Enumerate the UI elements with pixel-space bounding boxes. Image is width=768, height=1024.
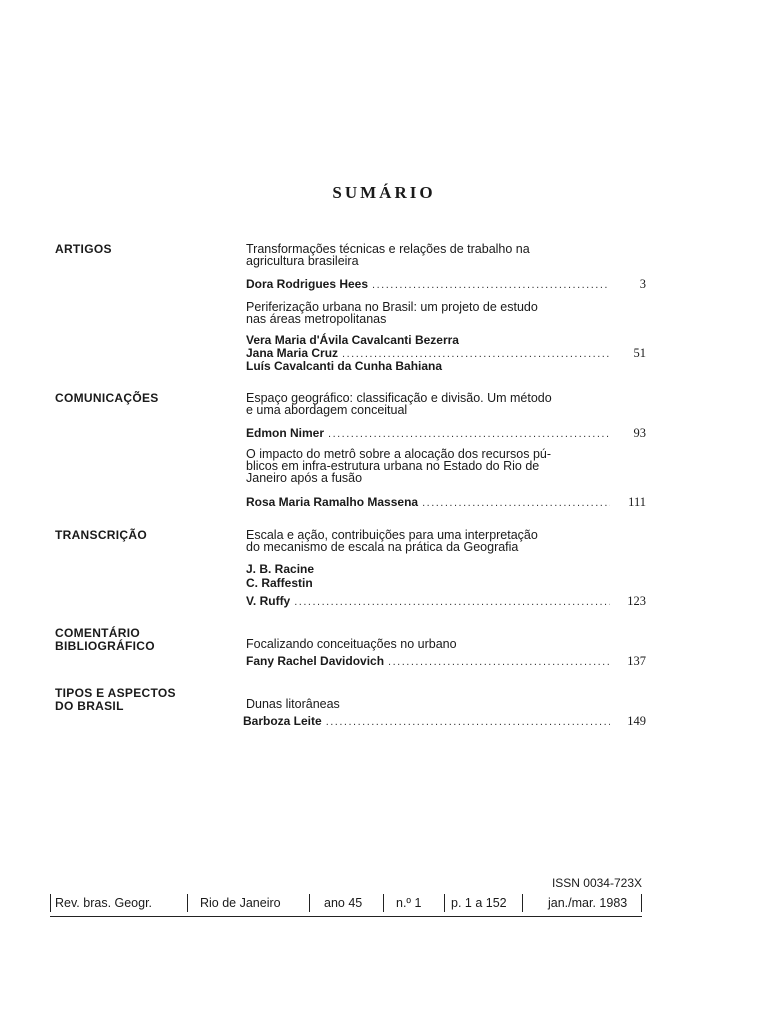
entry-2-page: 51 [633, 346, 646, 360]
entry-6-author: Fany Rachel Davidovich [246, 654, 385, 668]
entry-4-author: Rosa Maria Ramalho Massena [246, 495, 419, 509]
footer-journal: Rev. bras. Geogr. [55, 896, 153, 910]
leader-dots [422, 496, 610, 510]
entry-5-author-2: C. Raffestin [246, 576, 313, 590]
entry-3-page: 93 [633, 426, 646, 440]
entry-1-author: Dora Rodrigues Hees [246, 277, 369, 291]
entry-3-author-row [246, 426, 646, 441]
section-transcricao: TRANSCRIÇÃO [55, 528, 147, 542]
footer-pages: p. 1 a 152 [451, 896, 507, 910]
footer-city: Rio de Janeiro [200, 896, 281, 910]
page-title: SUMÁRIO [332, 183, 436, 202]
entry-2-author-3: Luís Cavalcanti da Cunha Bahiana [246, 359, 443, 373]
leader-dots [372, 278, 610, 292]
leader-dots [294, 595, 610, 609]
footer-year: ano 45 [324, 896, 363, 910]
footer-number: n.º 1 [396, 896, 422, 910]
entry-2-title-line1: Periferização urbana no Brasil: um projeto de estudo [246, 300, 538, 314]
section-comentario-line2: BIBLIOGRÁFICO [55, 639, 155, 653]
section-comunicacoes: COMUNICAÇÕES [55, 391, 159, 405]
entry-4-page: 111 [628, 495, 646, 509]
entry-5-author-3: V. Ruffy [246, 594, 291, 608]
footer-divider [187, 894, 188, 912]
entry-4-title-line1: O impacto do metrô sobre a alocação dos recursos pú- [246, 447, 552, 461]
entry-7-author: Barboza Leite [243, 714, 322, 728]
entry-2-author-2: Jana Maria Cruz [246, 346, 339, 360]
footer-divider [522, 894, 523, 912]
entry-3-title-line1: Espaço geográfico: classificação e divisão. Um método [246, 391, 552, 405]
citation-footer [50, 892, 642, 917]
section-tipos-line2: DO BRASIL [55, 699, 124, 713]
entry-5-author-1: J. B. Racine [246, 562, 315, 576]
section-tipos-line1: TIPOS E ASPECTOS [55, 686, 176, 700]
footer-divider [444, 894, 445, 912]
entry-4-author-row [246, 495, 646, 510]
entry-3-author: Edmon Nimer [246, 426, 325, 440]
entry-3-title-line2: e uma abordagem conceitual [246, 403, 408, 417]
section-artigos: ARTIGOS [55, 242, 112, 256]
entry-6-page: 137 [627, 654, 646, 668]
footer-divider [383, 894, 384, 912]
leader-dots [326, 715, 610, 729]
footer-divider [309, 894, 310, 912]
footer-divider [50, 894, 51, 912]
issn-number: ISSN 0034-723X [551, 876, 642, 890]
footer-divider [641, 894, 642, 912]
entry-5-page: 123 [627, 594, 646, 608]
entry-4-title-line2: blicos em infra-estrutura urbana no Estado do Rio de [246, 459, 540, 473]
entry-1-author-row [246, 277, 646, 292]
entry-1-page: 3 [639, 277, 646, 291]
footer-date: jan./mar. 1983 [548, 896, 628, 910]
entry-1-title-line1: Transformações técnicas e relações de trabalho na [246, 242, 530, 256]
entry-6-title: Focalizando conceituações no urbano [246, 637, 457, 651]
entry-5-title-line2: do mecanismo de escala na prática da Geografia [246, 540, 519, 554]
entry-1-title-line2: agricultura brasileira [246, 254, 359, 268]
entry-6-author-row [246, 654, 646, 669]
entry-5-author-row [246, 594, 646, 609]
entry-7-title: Dunas litorâneas [246, 697, 340, 711]
entry-4-title-line3: Janeiro após a fusão [246, 471, 363, 485]
entry-5-title-line1: Escala e ação, contribuições para uma interpretação [246, 528, 538, 542]
entry-7-author-row [243, 714, 646, 729]
leader-dots [328, 427, 610, 441]
section-comentario-line1: COMENTÁRIO [55, 626, 140, 640]
leader-dots [388, 655, 610, 669]
entry-7-page: 149 [627, 714, 646, 728]
entry-2-title-line2: nas áreas metropolitanas [246, 312, 387, 326]
entry-2-author-1: Vera Maria d'Ávila Cavalcanti Bezerra [246, 333, 459, 347]
